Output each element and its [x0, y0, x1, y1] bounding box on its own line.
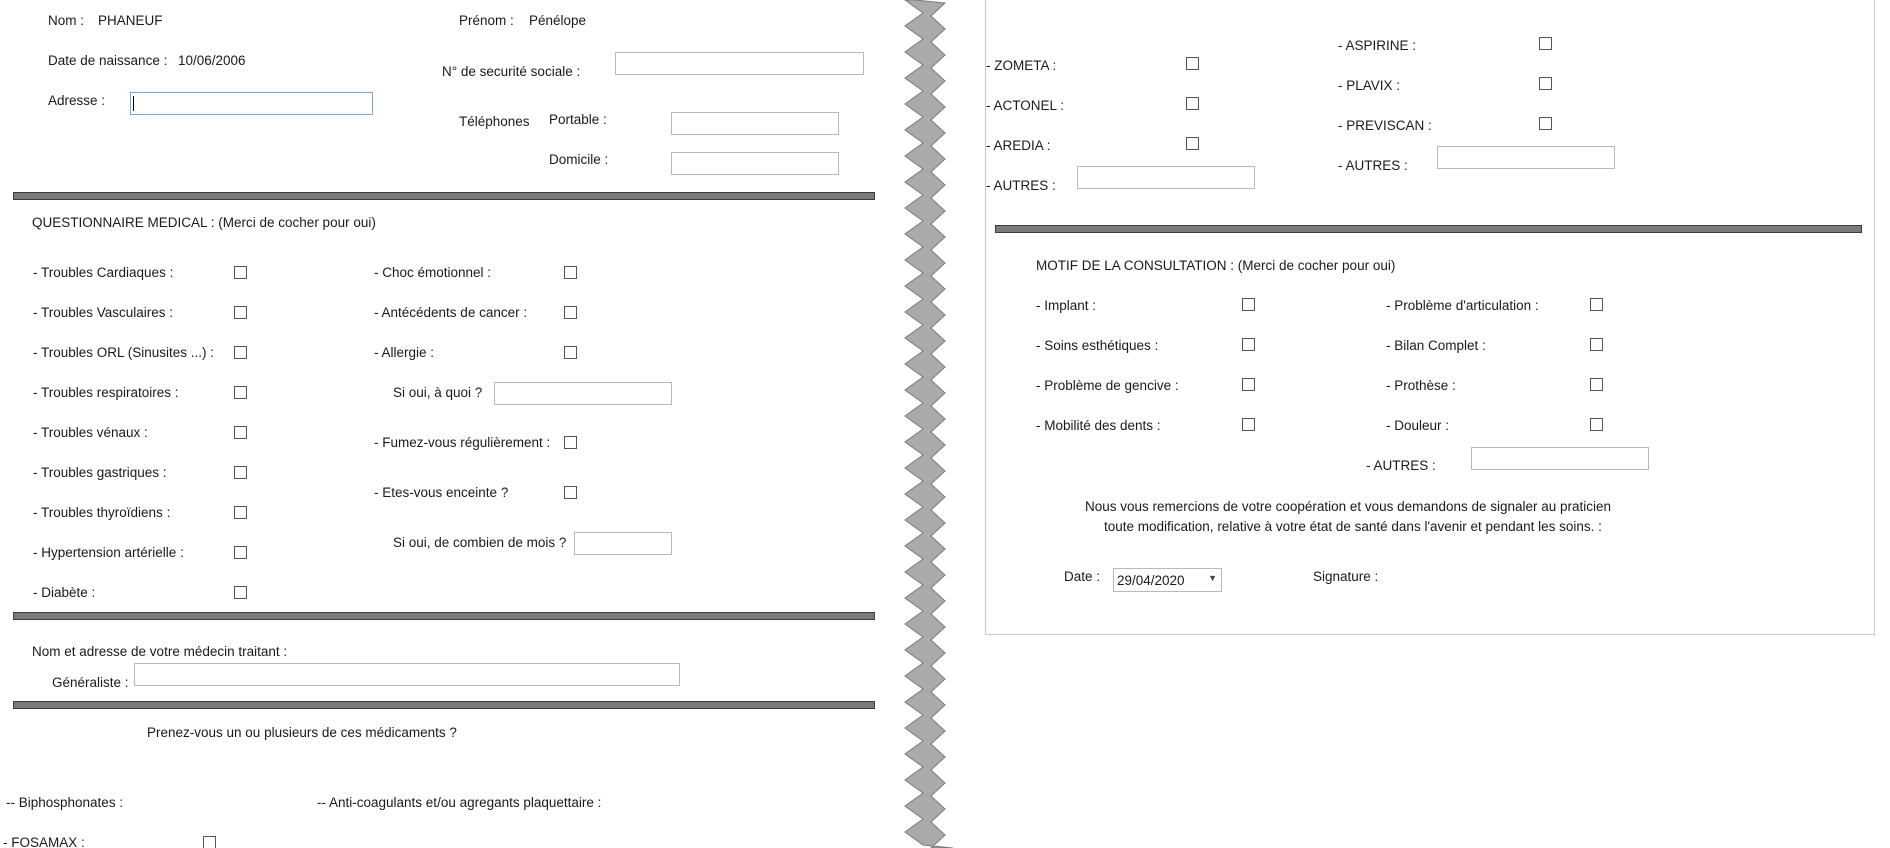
autres-motif-label: - AUTRES : [1366, 458, 1436, 473]
actonel-label: - ACTONEL : [986, 98, 1065, 113]
nom-label: Nom : [48, 13, 85, 28]
item-label: - Troubles Cardiaques : [33, 265, 174, 280]
choc-label: - Choc émotionnel : [374, 265, 492, 280]
section-separator [13, 701, 875, 709]
hypertension-checkbox[interactable] [234, 546, 247, 559]
item-label: - Troubles gastriques : [33, 465, 167, 480]
douleur-label: - Douleur : [1386, 418, 1450, 433]
adresse-label: Adresse : [48, 93, 106, 108]
zometa-label: - ZOMETA : [986, 58, 1057, 73]
biphosphonates-label: -- Biphosphonates : [6, 795, 124, 810]
plavix-checkbox[interactable] [1539, 77, 1552, 90]
portable-label: Portable : [549, 112, 607, 127]
form-card [985, 0, 1875, 635]
bilan-label: - Bilan Complet : [1386, 338, 1486, 353]
form-right-panel [965, 0, 1890, 848]
thanks-line-1: Nous vous remercions de votre coopération et vous demandons de signaler au praticien [1085, 499, 1612, 514]
prothese-label: - Prothèse : [1386, 378, 1456, 393]
autres-anticoagulants-field[interactable] [1437, 146, 1615, 169]
cancer-checkbox[interactable] [564, 306, 577, 319]
dob-label: Date de naissance : [48, 53, 168, 68]
date-picker[interactable] [1113, 568, 1222, 592]
item-label: - Troubles thyroïdiens : [33, 505, 171, 520]
item-label: - Hypertension artérielle : [33, 545, 184, 560]
mobilite-checkbox[interactable] [1242, 418, 1255, 431]
section-separator [13, 192, 875, 200]
ssn-label: N° de securité sociale : [442, 64, 581, 79]
date-label: Date : [1064, 569, 1101, 584]
item-label: - Troubles Vasculaires : [33, 305, 174, 320]
autres-left-label: - AUTRES : [986, 178, 1056, 193]
troubles-venaux-checkbox[interactable] [234, 426, 247, 439]
actonel-checkbox[interactable] [1186, 97, 1199, 110]
autres-biphosphonates-field[interactable] [1077, 166, 1255, 189]
fumez-label: - Fumez-vous régulièrement : [374, 435, 551, 450]
chevron-down-icon[interactable]: ▼ [1208, 573, 1217, 583]
troubles-respiratoires-checkbox[interactable] [234, 386, 247, 399]
fumez-checkbox[interactable] [564, 436, 577, 449]
domicile-field[interactable] [671, 152, 839, 175]
motif-title: MOTIF DE LA CONSULTATION : (Merci de cocher pour oui) [1036, 258, 1396, 273]
previscan-label: - PREVISCAN : [1338, 118, 1432, 133]
soins-label: - Soins esthétiques : [1036, 338, 1159, 353]
dob-value: 10/06/2006 [178, 53, 246, 68]
gencive-checkbox[interactable] [1242, 378, 1255, 391]
prothese-checkbox[interactable] [1590, 378, 1603, 391]
troubles-thyroidiens-checkbox[interactable] [234, 506, 247, 519]
troubles-orl-checkbox[interactable] [234, 346, 247, 359]
section-separator [13, 612, 875, 620]
si-oui-quoi-label: Si oui, à quoi ? [393, 385, 483, 400]
bilan-checkbox[interactable] [1590, 338, 1603, 351]
item-label: - Diabète : [33, 585, 96, 600]
nom-value: PHANEUF [98, 13, 163, 28]
fosamax-checkbox[interactable] [203, 836, 216, 848]
autres-motif-field[interactable] [1471, 447, 1649, 470]
aredia-checkbox[interactable] [1186, 137, 1199, 150]
section-separator [995, 225, 1862, 233]
torn-page-divider [893, 0, 965, 848]
zometa-checkbox[interactable] [1186, 57, 1199, 70]
enceinte-label: - Etes-vous enceinte ? [374, 485, 509, 500]
medecin-title: Nom et adresse de votre médecin traitant : [32, 644, 288, 659]
prenom-value: Pénélope [529, 13, 587, 28]
diabete-checkbox[interactable] [234, 586, 247, 599]
adresse-field[interactable] [130, 92, 373, 115]
enceinte-checkbox[interactable] [564, 486, 577, 499]
generaliste-label: Généraliste : [52, 675, 129, 690]
implant-label: - Implant : [1036, 298, 1097, 313]
signature-label: Signature : [1313, 569, 1379, 584]
implant-checkbox[interactable] [1242, 298, 1255, 311]
generaliste-field[interactable] [134, 663, 680, 686]
aspirine-checkbox[interactable] [1539, 37, 1552, 50]
gencive-label: - Problème de gencive : [1036, 378, 1179, 393]
medicaments-question: Prenez-vous un ou plusieurs de ces médicaments ? [147, 725, 457, 740]
item-label: - Troubles ORL (Sinusites ...) : [33, 345, 215, 360]
mois-grossesse-field[interactable] [574, 532, 672, 555]
domicile-label: Domicile : [549, 152, 609, 167]
date-value: 29/04/2020 [1117, 573, 1185, 588]
articulation-checkbox[interactable] [1590, 298, 1603, 311]
troubles-gastriques-checkbox[interactable] [234, 466, 247, 479]
allergie-details-field[interactable] [494, 382, 672, 405]
allergie-label: - Allergie : [374, 345, 435, 360]
douleur-checkbox[interactable] [1590, 418, 1603, 431]
allergie-checkbox[interactable] [564, 346, 577, 359]
troubles-vasculaires-checkbox[interactable] [234, 306, 247, 319]
telephones-label: Téléphones [459, 114, 530, 129]
aspirine-label: - ASPIRINE : [1338, 38, 1417, 53]
text-caret [133, 96, 134, 111]
si-oui-mois-label: Si oui, de combien de mois ? [393, 535, 567, 550]
articulation-label: - Problème d'articulation : [1386, 298, 1539, 313]
item-label: - Troubles respiratoires : [33, 385, 179, 400]
mobilite-label: - Mobilité des dents : [1036, 418, 1161, 433]
autres-right-label: - AUTRES : [1338, 158, 1408, 173]
thanks-line-2: toute modification, relative à votre état de santé dans l'avenir et pendant les soins. : [1104, 519, 1602, 534]
portable-field[interactable] [671, 112, 839, 135]
choc-checkbox[interactable] [564, 266, 577, 279]
anticoagulants-label: -- Anti-coagulants et/ou agregants plaquettaire : [317, 795, 602, 810]
questionnaire-title: QUESTIONNAIRE MEDICAL : (Merci de cocher pour oui) [32, 215, 376, 230]
prenom-label: Prénom : [459, 13, 514, 28]
cancer-label: - Antécédents de cancer : [374, 305, 528, 320]
form-left-panel [0, 0, 894, 848]
ssn-field[interactable] [615, 52, 864, 75]
plavix-label: - PLAVIX : [1338, 78, 1401, 93]
troubles-cardiaques-checkbox[interactable] [234, 266, 247, 279]
item-label: - Troubles vénaux : [33, 425, 148, 440]
soins-checkbox[interactable] [1242, 338, 1255, 351]
fosamax-label: - FOSAMAX : [3, 835, 85, 848]
previscan-checkbox[interactable] [1539, 117, 1552, 130]
aredia-label: - AREDIA : [986, 138, 1051, 153]
